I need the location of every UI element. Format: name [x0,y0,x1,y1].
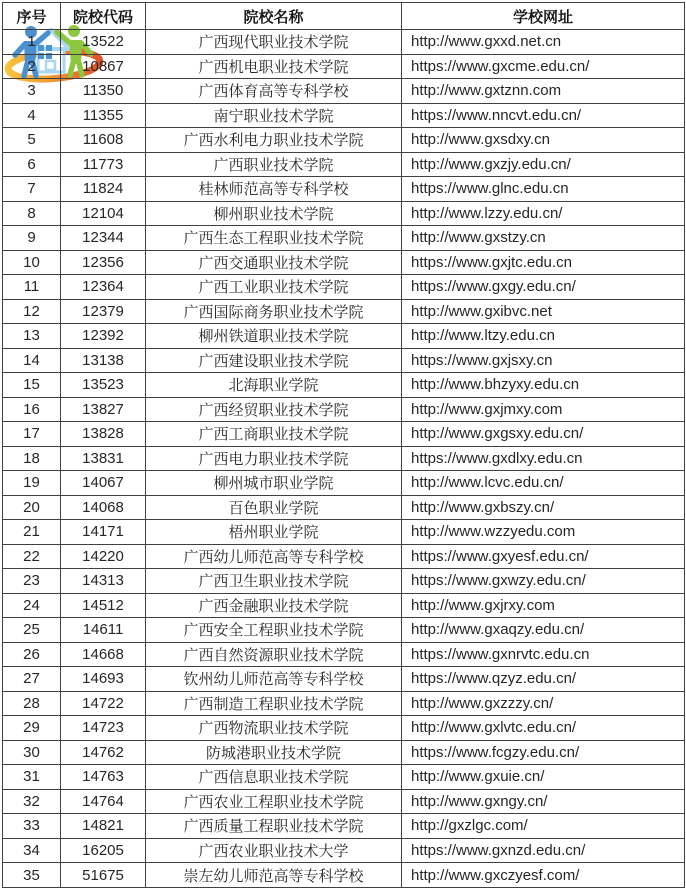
cell-serial: 12 [3,299,61,324]
table-row [3,177,685,202]
cell-name: 广西水利电力职业技术学院 [146,128,402,153]
table-row [3,495,685,520]
table-row [3,765,685,790]
cell-url: http://www.gxngy.cn/ [402,789,685,814]
cell-code: 14512 [61,593,146,618]
table-row [3,103,685,128]
cell-serial: 3 [3,79,61,104]
table-row [3,446,685,471]
table-row [3,691,685,716]
header-code: 院校代码 [61,3,146,30]
cell-code: 14171 [61,520,146,545]
header-name: 院校名称 [146,3,402,30]
cell-name: 防城港职业技术学院 [146,740,402,765]
cell-serial: 34 [3,838,61,863]
cell-url: http://www.gxjmxy.com [402,397,685,422]
cell-url: http://www.gxxd.net.cn [402,30,685,55]
table-row [3,569,685,594]
cell-name: 广西交通职业技术学院 [146,250,402,275]
table-row [3,226,685,251]
cell-serial: 33 [3,814,61,839]
cell-name: 广西经贸职业技术学院 [146,397,402,422]
cell-serial: 2 [3,54,61,79]
cell-code: 16205 [61,838,146,863]
cell-code: 11773 [61,152,146,177]
cell-code: 13827 [61,397,146,422]
cell-name: 广西农业职业技术大学 [146,838,402,863]
cell-code: 11355 [61,103,146,128]
table-row [3,201,685,226]
table-row [3,520,685,545]
table-row [3,348,685,373]
cell-serial: 21 [3,520,61,545]
cell-name: 柳州铁道职业技术学院 [146,324,402,349]
cell-name: 广西工业职业技术学院 [146,275,402,300]
cell-url: https://www.nncvt.edu.cn/ [402,103,685,128]
table-row [3,324,685,349]
cell-serial: 24 [3,593,61,618]
table-header [3,3,685,30]
cell-name: 柳州城市职业学院 [146,471,402,496]
cell-serial: 6 [3,152,61,177]
table-row [3,642,685,667]
cell-code: 12364 [61,275,146,300]
cell-url: https://www.gxgy.edu.cn/ [402,275,685,300]
institution-table [2,2,685,888]
cell-url: http://www.gxczyesf.com/ [402,863,685,888]
cell-url: https://www.gxjtc.edu.cn [402,250,685,275]
cell-url: https://www.gxnzd.edu.cn/ [402,838,685,863]
cell-serial: 9 [3,226,61,251]
table-row [3,667,685,692]
table-row [3,79,685,104]
table-row [3,30,685,55]
cell-name: 钦州幼儿师范高等专科学校 [146,667,402,692]
cell-serial: 23 [3,569,61,594]
cell-url: https://www.fcgzy.edu.cn/ [402,740,685,765]
cell-url: http://www.ltzy.edu.cn [402,324,685,349]
cell-url: http://www.bhzyxy.edu.cn [402,373,685,398]
cell-code: 12379 [61,299,146,324]
header-url: 学校网址 [402,3,685,30]
cell-serial: 15 [3,373,61,398]
cell-url: http://www.gxgsxy.edu.cn/ [402,422,685,447]
cell-name: 广西现代职业技术学院 [146,30,402,55]
cell-name: 广西体育高等专科学校 [146,79,402,104]
cell-serial: 11 [3,275,61,300]
cell-url: http://www.wzzyedu.com [402,520,685,545]
cell-name: 广西制造工程职业技术学院 [146,691,402,716]
cell-url: http://www.gxtznn.com [402,79,685,104]
cell-code: 14611 [61,618,146,643]
cell-code: 51675 [61,863,146,888]
cell-name: 广西自然资源职业技术学院 [146,642,402,667]
cell-url: https://www.glnc.edu.cn [402,177,685,202]
table-row [3,397,685,422]
cell-url: https://www.gxnrvtc.edu.cn [402,642,685,667]
cell-serial: 31 [3,765,61,790]
cell-code: 11350 [61,79,146,104]
cell-serial: 8 [3,201,61,226]
cell-code: 12344 [61,226,146,251]
table-row [3,814,685,839]
table-body [3,30,685,888]
cell-code: 14068 [61,495,146,520]
cell-code: 11608 [61,128,146,153]
cell-url: http://www.gxuie.cn/ [402,765,685,790]
cell-name: 广西机电职业技术学院 [146,54,402,79]
cell-serial: 13 [3,324,61,349]
cell-name: 梧州职业学院 [146,520,402,545]
table-row [3,128,685,153]
table-row [3,740,685,765]
table-row [3,789,685,814]
cell-serial: 20 [3,495,61,520]
table-row [3,422,685,447]
table-row [3,471,685,496]
cell-url: http://www.gxzzzy.cn/ [402,691,685,716]
table-row [3,275,685,300]
cell-code: 14821 [61,814,146,839]
cell-code: 14313 [61,569,146,594]
cell-name: 北海职业学院 [146,373,402,398]
cell-serial: 35 [3,863,61,888]
cell-serial: 28 [3,691,61,716]
cell-serial: 17 [3,422,61,447]
cell-name: 广西国际商务职业技术学院 [146,299,402,324]
cell-name: 广西物流职业技术学院 [146,716,402,741]
cell-url: https://www.gxcme.edu.cn/ [402,54,685,79]
cell-code: 14764 [61,789,146,814]
cell-serial: 26 [3,642,61,667]
cell-code: 12356 [61,250,146,275]
cell-url: https://www.gxwzy.edu.cn/ [402,569,685,594]
cell-name: 广西质量工程职业技术学院 [146,814,402,839]
cell-serial: 32 [3,789,61,814]
cell-url: http://www.gxstzy.cn [402,226,685,251]
table-row [3,838,685,863]
table-row [3,863,685,888]
cell-serial: 7 [3,177,61,202]
cell-code: 11824 [61,177,146,202]
cell-url: http://www.lcvc.edu.cn/ [402,471,685,496]
table-row [3,544,685,569]
cell-url: http://www.gxaqzy.edu.cn/ [402,618,685,643]
cell-url: http://www.gxzjy.edu.cn/ [402,152,685,177]
cell-serial: 22 [3,544,61,569]
cell-name: 南宁职业技术学院 [146,103,402,128]
cell-name: 崇左幼儿师范高等专科学校 [146,863,402,888]
cell-serial: 27 [3,667,61,692]
cell-serial: 29 [3,716,61,741]
cell-url: http://www.gxlvtc.edu.cn/ [402,716,685,741]
cell-url: http://www.gxsdxy.cn [402,128,685,153]
header-serial: 序号 [3,3,61,30]
cell-serial: 16 [3,397,61,422]
table-row [3,299,685,324]
cell-url: http://www.lzzy.edu.cn/ [402,201,685,226]
cell-url: http://www.gxbszy.cn/ [402,495,685,520]
cell-name: 柳州职业技术学院 [146,201,402,226]
cell-url: http://www.gxjrxy.com [402,593,685,618]
cell-code: 13831 [61,446,146,471]
header-row [3,3,685,30]
cell-serial: 10 [3,250,61,275]
cell-name: 百色职业学院 [146,495,402,520]
table-row [3,593,685,618]
cell-name: 广西建设职业技术学院 [146,348,402,373]
cell-code: 12392 [61,324,146,349]
cell-code: 13828 [61,422,146,447]
cell-serial: 5 [3,128,61,153]
cell-url: https://www.gxyesf.edu.cn/ [402,544,685,569]
cell-code: 13523 [61,373,146,398]
cell-serial: 18 [3,446,61,471]
cell-url: http://gxzlgc.com/ [402,814,685,839]
cell-url: https://www.gxjsxy.cn [402,348,685,373]
cell-code: 14723 [61,716,146,741]
table-row [3,250,685,275]
cell-serial: 14 [3,348,61,373]
cell-name: 广西农业工程职业技术学院 [146,789,402,814]
cell-code: 14722 [61,691,146,716]
cell-serial: 30 [3,740,61,765]
cell-name: 广西生态工程职业技术学院 [146,226,402,251]
cell-code: 14763 [61,765,146,790]
cell-code: 14668 [61,642,146,667]
table-row [3,152,685,177]
table-row [3,373,685,398]
cell-serial: 25 [3,618,61,643]
cell-serial: 19 [3,471,61,496]
cell-code: 14067 [61,471,146,496]
cell-name: 广西职业技术学院 [146,152,402,177]
cell-code: 14762 [61,740,146,765]
cell-url: https://www.qzyz.edu.cn/ [402,667,685,692]
cell-name: 广西卫生职业技术学院 [146,569,402,594]
cell-name: 广西电力职业技术学院 [146,446,402,471]
cell-code: 13138 [61,348,146,373]
cell-name: 广西金融职业技术学院 [146,593,402,618]
cell-name: 广西工商职业技术学院 [146,422,402,447]
cell-name: 广西信息职业技术学院 [146,765,402,790]
cell-code: 12104 [61,201,146,226]
cell-name: 广西幼儿师范高等专科学校 [146,544,402,569]
table-row [3,54,685,79]
cell-url: http://www.gxibvc.net [402,299,685,324]
cell-url: https://www.gxdlxy.edu.cn [402,446,685,471]
cell-serial: 1 [3,30,61,55]
cell-name: 桂林师范高等专科学校 [146,177,402,202]
cell-code: 14220 [61,544,146,569]
table-row [3,716,685,741]
cell-code: 13522 [61,30,146,55]
cell-code: 14693 [61,667,146,692]
cell-code: 10867 [61,54,146,79]
table-row [3,618,685,643]
cell-name: 广西安全工程职业技术学院 [146,618,402,643]
cell-serial: 4 [3,103,61,128]
